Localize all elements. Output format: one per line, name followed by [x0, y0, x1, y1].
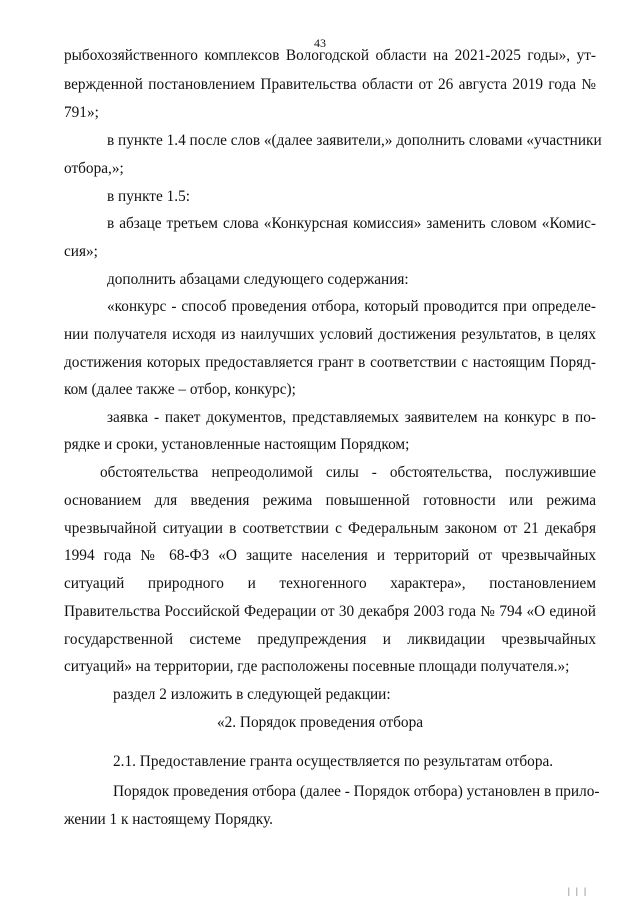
text-line: 2.1. Предоставление гранта осуществляется по результатам отбора. [113, 753, 554, 770]
text-line: Порядок проведения отбора (далее - Порядок отбора) установлен в прило- [113, 783, 600, 800]
text-line: основанием для введения режима повышенной готовности или режима [64, 492, 596, 509]
text-line: в пункте 1.4 после слов «(далее заявители,» дополнить словами «участники [107, 132, 602, 149]
text-line: раздел 2 изложить в следующей редакции: [113, 686, 391, 703]
page-number: 43 [314, 36, 326, 50]
text-line: сия»; [64, 243, 98, 260]
text-line: заявка - пакет документов, представляемых заявителем на конкурс в по- [107, 409, 596, 426]
text-line: в абзаце третьем слова «Конкурсная комиссия» заменить словом «Комис- [107, 215, 596, 232]
text-line: дополнить абзацами следующего содержания: [107, 271, 409, 288]
text-line: отбора,»; [64, 160, 124, 177]
text-line: рыбохозяйственного комплексов Вологодской области на 2021-2025 годы», ут- [64, 47, 596, 64]
text-line: ком (далее также – отбор, конкурс); [64, 381, 296, 398]
text-line: Правительства Российской Федерации от 30 декабря 2003 года № 794 «О единой [64, 603, 596, 620]
text-line: ситуаций природного и техногенного характера», постановлением [64, 575, 596, 592]
text-line: рядке и сроки, установленные настоящим Порядком; [64, 436, 410, 453]
text-line: в пункте 1.5: [107, 188, 190, 205]
text-line: чрезвычайной ситуации в соответствии с Федеральным законом от 21 декабря [64, 520, 596, 537]
footer-mark: | | | [568, 886, 588, 896]
text-line: достижения которых предоставляется грант в соответствии с настоящим Поряд- [64, 354, 596, 371]
section-heading: «2. Порядок проведения отбора [216, 714, 424, 731]
text-line: нии получателя исходя из наилучших условий достижения результатов, в целях [64, 326, 596, 343]
text-line: «конкурс - способ проведения отбора, который проводится при определе- [107, 298, 596, 315]
text-line: 1994 года № 68-ФЗ «О защите населения и территорий от чрезвычайных [64, 547, 596, 564]
text-line: обстоятельства непреодолимой силы - обстоятельства, послужившие [100, 464, 596, 481]
text-line: государственной системе предупреждения и ликвидации чрезвычайных [64, 631, 596, 648]
text-line: 791»; [64, 104, 99, 121]
text-line: вержденной постановлением Правительства области от 26 августа 2019 года № [64, 76, 596, 93]
text-line: жении 1 к настоящему Порядку. [64, 811, 273, 828]
text-line: ситуаций» на территории, где расположены посевные площади получателя.»; [64, 658, 570, 675]
